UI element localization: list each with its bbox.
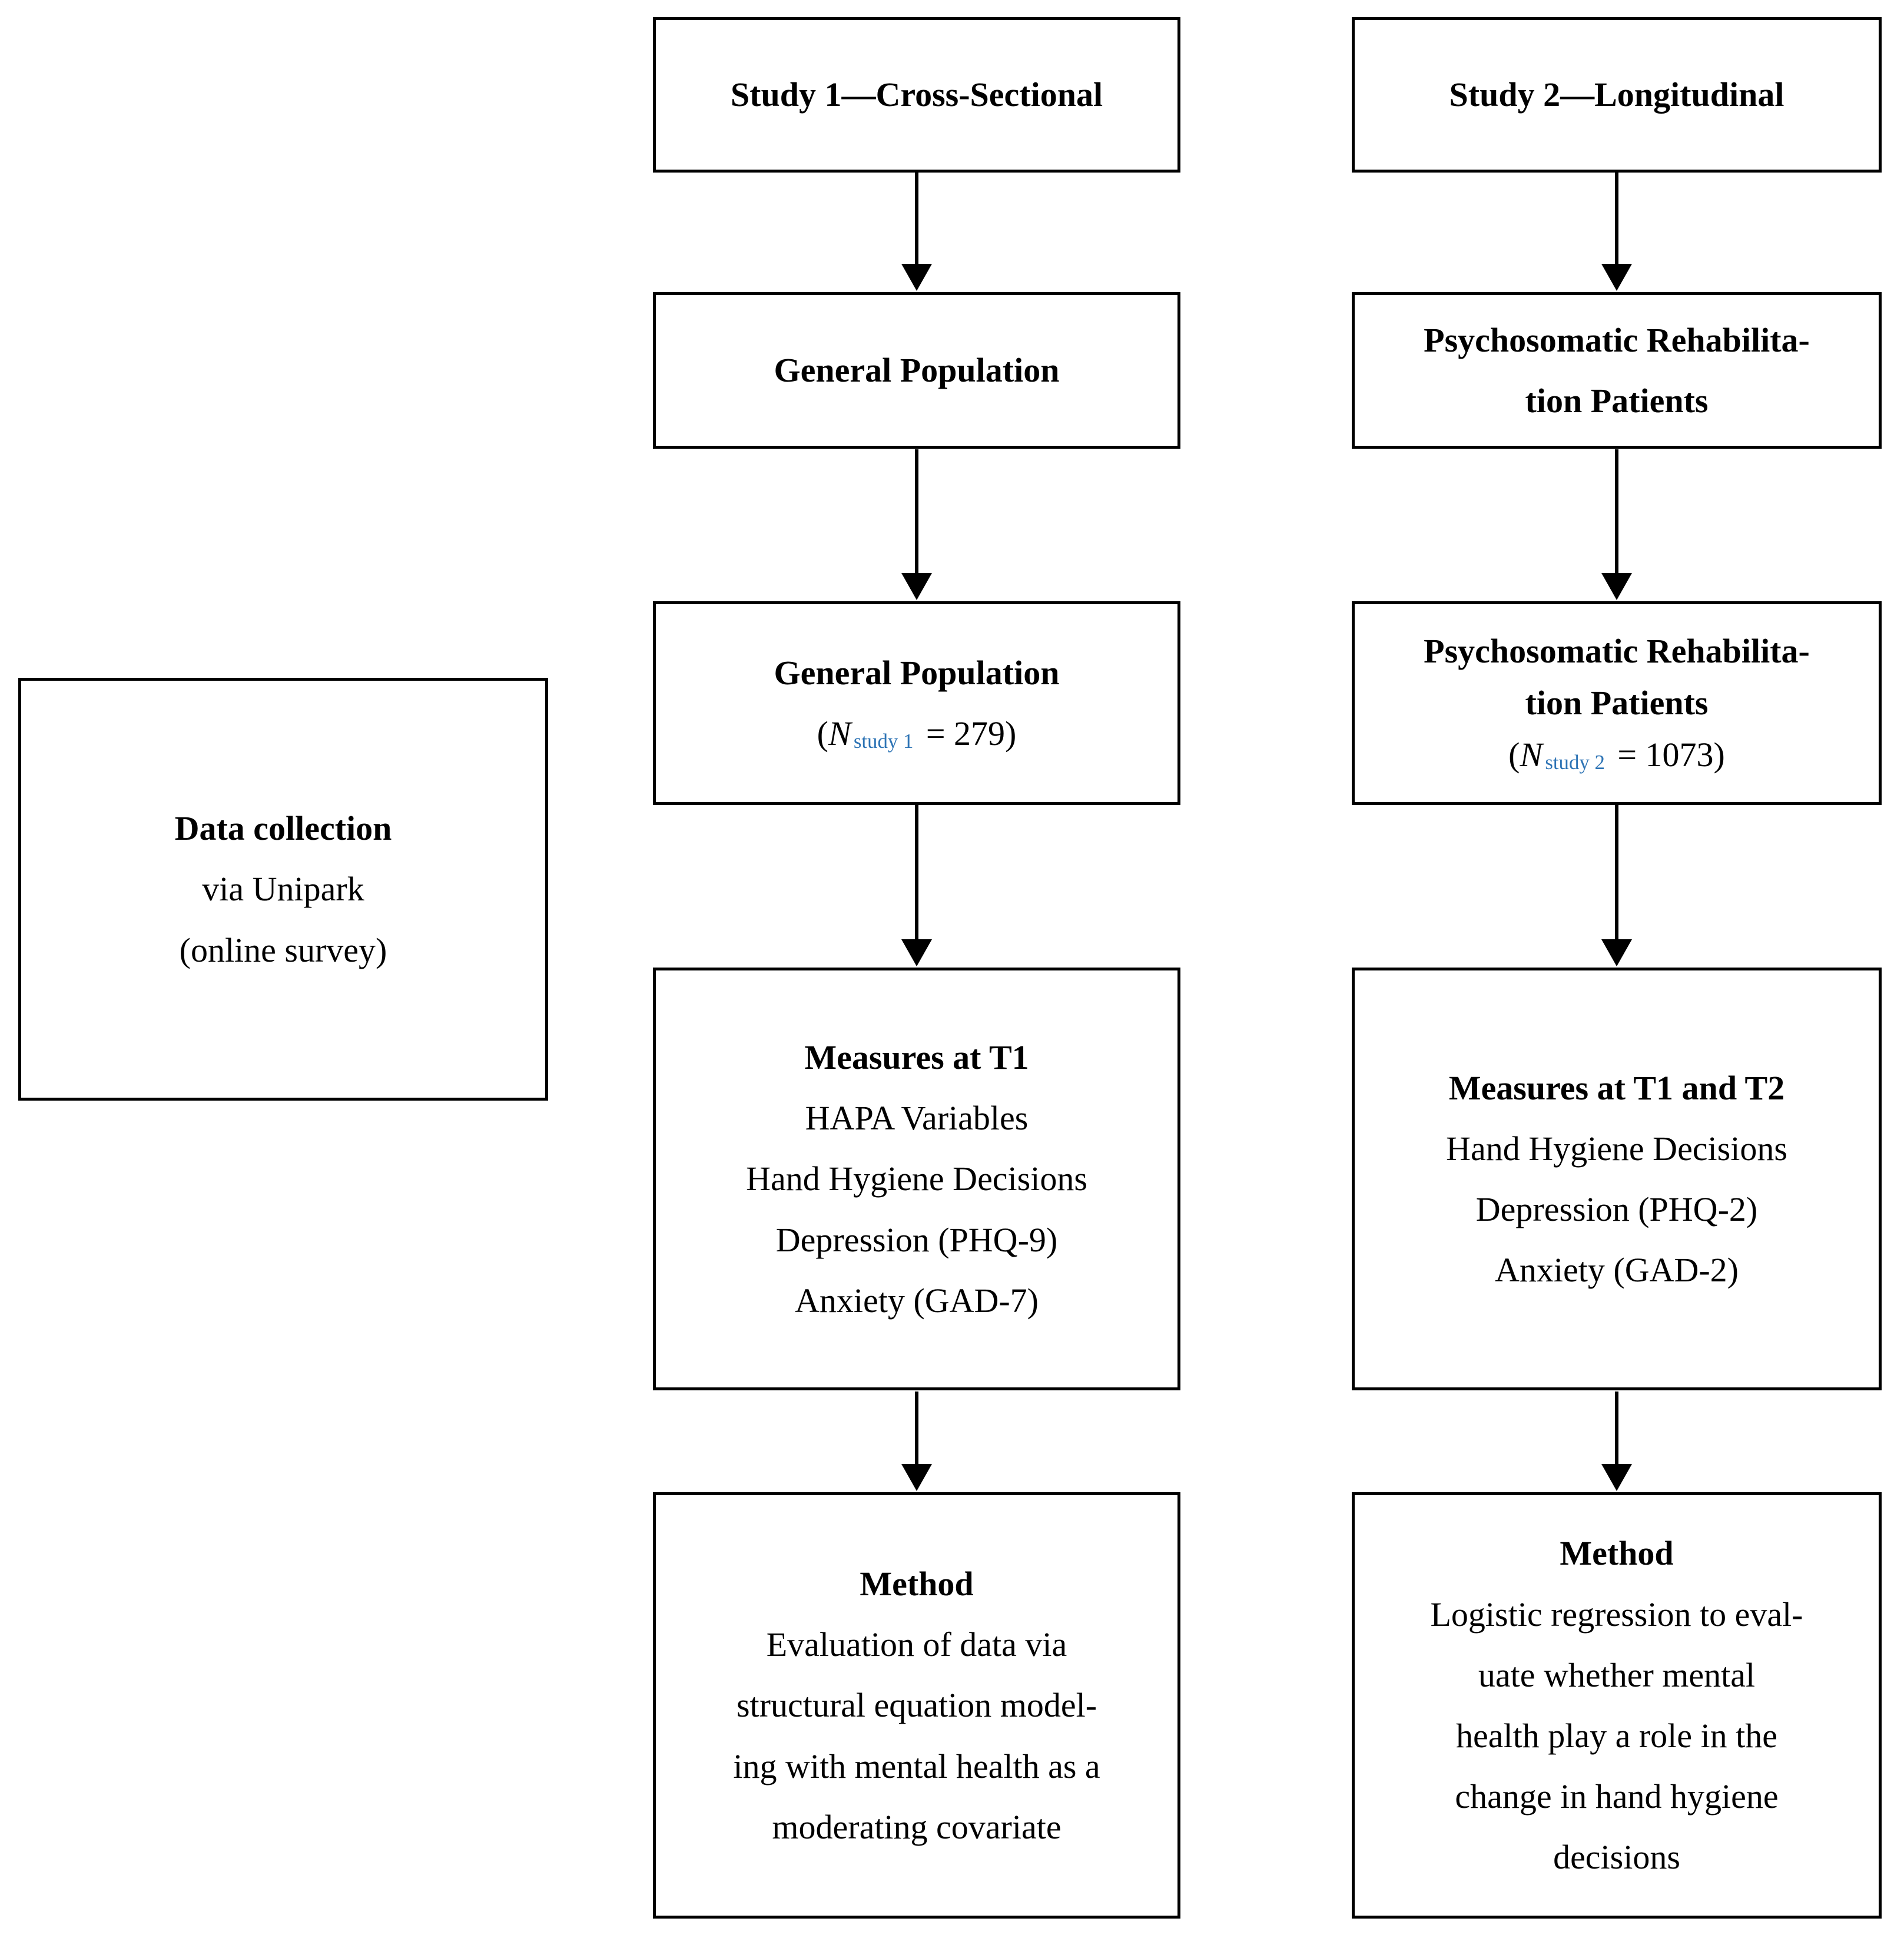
method-line: ing with mental health as a <box>733 1747 1100 1785</box>
study2-sample-box <box>1352 601 1882 805</box>
n-symbol: N <box>1520 736 1543 774</box>
arrow-down-icon <box>915 449 918 574</box>
study1-method-box <box>653 1492 1180 1919</box>
method-line: change in hand hygiene <box>1455 1777 1779 1816</box>
measure-item: Hand Hygiene Decisions <box>1446 1129 1787 1168</box>
arrow-down-icon <box>915 173 918 265</box>
n-value: = 1073) <box>1608 736 1725 774</box>
arrow-down-icon <box>1615 449 1618 574</box>
arrow-down-icon <box>915 1392 918 1465</box>
arrow-down-icon <box>915 804 918 940</box>
study2-population-line: Psychosomatic Rehabilita- <box>1424 320 1810 359</box>
method-line: moderating covariate <box>772 1807 1062 1846</box>
paren: ( <box>817 714 828 753</box>
data-collection-line: via Unipark <box>202 870 364 909</box>
measure-item: Depression (PHQ-9) <box>775 1220 1058 1259</box>
measure-item: Anxiety (GAD-2) <box>1495 1251 1739 1290</box>
method-line: Logistic regression to eval- <box>1430 1595 1803 1634</box>
study1-population-box <box>653 292 1180 449</box>
method-line: health play a role in the <box>1456 1717 1777 1755</box>
n-subscript: study 2 <box>1545 750 1605 774</box>
arrow-down-icon <box>1615 804 1618 940</box>
study2-population-box <box>1352 292 1882 449</box>
n-subscript: study 1 <box>853 729 914 753</box>
method-line: structural equation model- <box>736 1686 1097 1725</box>
study2-sample-title-line: Psychosomatic Rehabilita- <box>1424 631 1810 670</box>
study1-header-title: Study 1—Cross-Sectional <box>730 75 1103 114</box>
method-line: uate whether mental <box>1478 1655 1756 1694</box>
study1-sample-box <box>653 601 1180 805</box>
arrow-down-icon <box>1615 173 1618 265</box>
study2-sample-size <box>1508 729 1725 781</box>
study1-measures-box <box>653 968 1180 1390</box>
n-value: = 279) <box>917 714 1017 753</box>
study1-population-label: General Population <box>774 351 1060 390</box>
measure-item: HAPA Variables <box>805 1099 1029 1138</box>
method-line: Evaluation of data via <box>766 1625 1067 1664</box>
study2-measures-box <box>1352 968 1882 1390</box>
paren: ( <box>1508 736 1520 774</box>
method-line: decisions <box>1553 1838 1680 1877</box>
study1-header-box <box>653 17 1180 173</box>
data-collection-line: (online survey) <box>179 930 387 969</box>
study2-population-line: tion Patients <box>1525 382 1709 420</box>
study2-sample-title-line: tion Patients <box>1525 683 1709 722</box>
study1-sample-size <box>817 703 1017 764</box>
study2-header-box <box>1352 17 1882 173</box>
study2-method-title: Method <box>1560 1534 1674 1573</box>
arrow-down-icon <box>1615 1392 1618 1465</box>
measure-item: Hand Hygiene Decisions <box>746 1160 1087 1198</box>
data-collection-box <box>18 678 548 1101</box>
study1-method-title: Method <box>860 1564 974 1603</box>
study2-measures-title: Measures at T1 and T2 <box>1448 1068 1785 1107</box>
measure-item: Anxiety (GAD-7) <box>795 1281 1039 1320</box>
measure-item: Depression (PHQ-2) <box>1475 1190 1758 1228</box>
study1-measures-title: Measures at T1 <box>804 1038 1029 1076</box>
data-collection-title: Data collection <box>174 809 392 848</box>
n-symbol: N <box>828 714 851 753</box>
study1-sample-title: General Population <box>774 653 1060 692</box>
study2-method-box <box>1352 1492 1882 1919</box>
study2-header-title: Study 2—Longitudinal <box>1449 75 1784 114</box>
